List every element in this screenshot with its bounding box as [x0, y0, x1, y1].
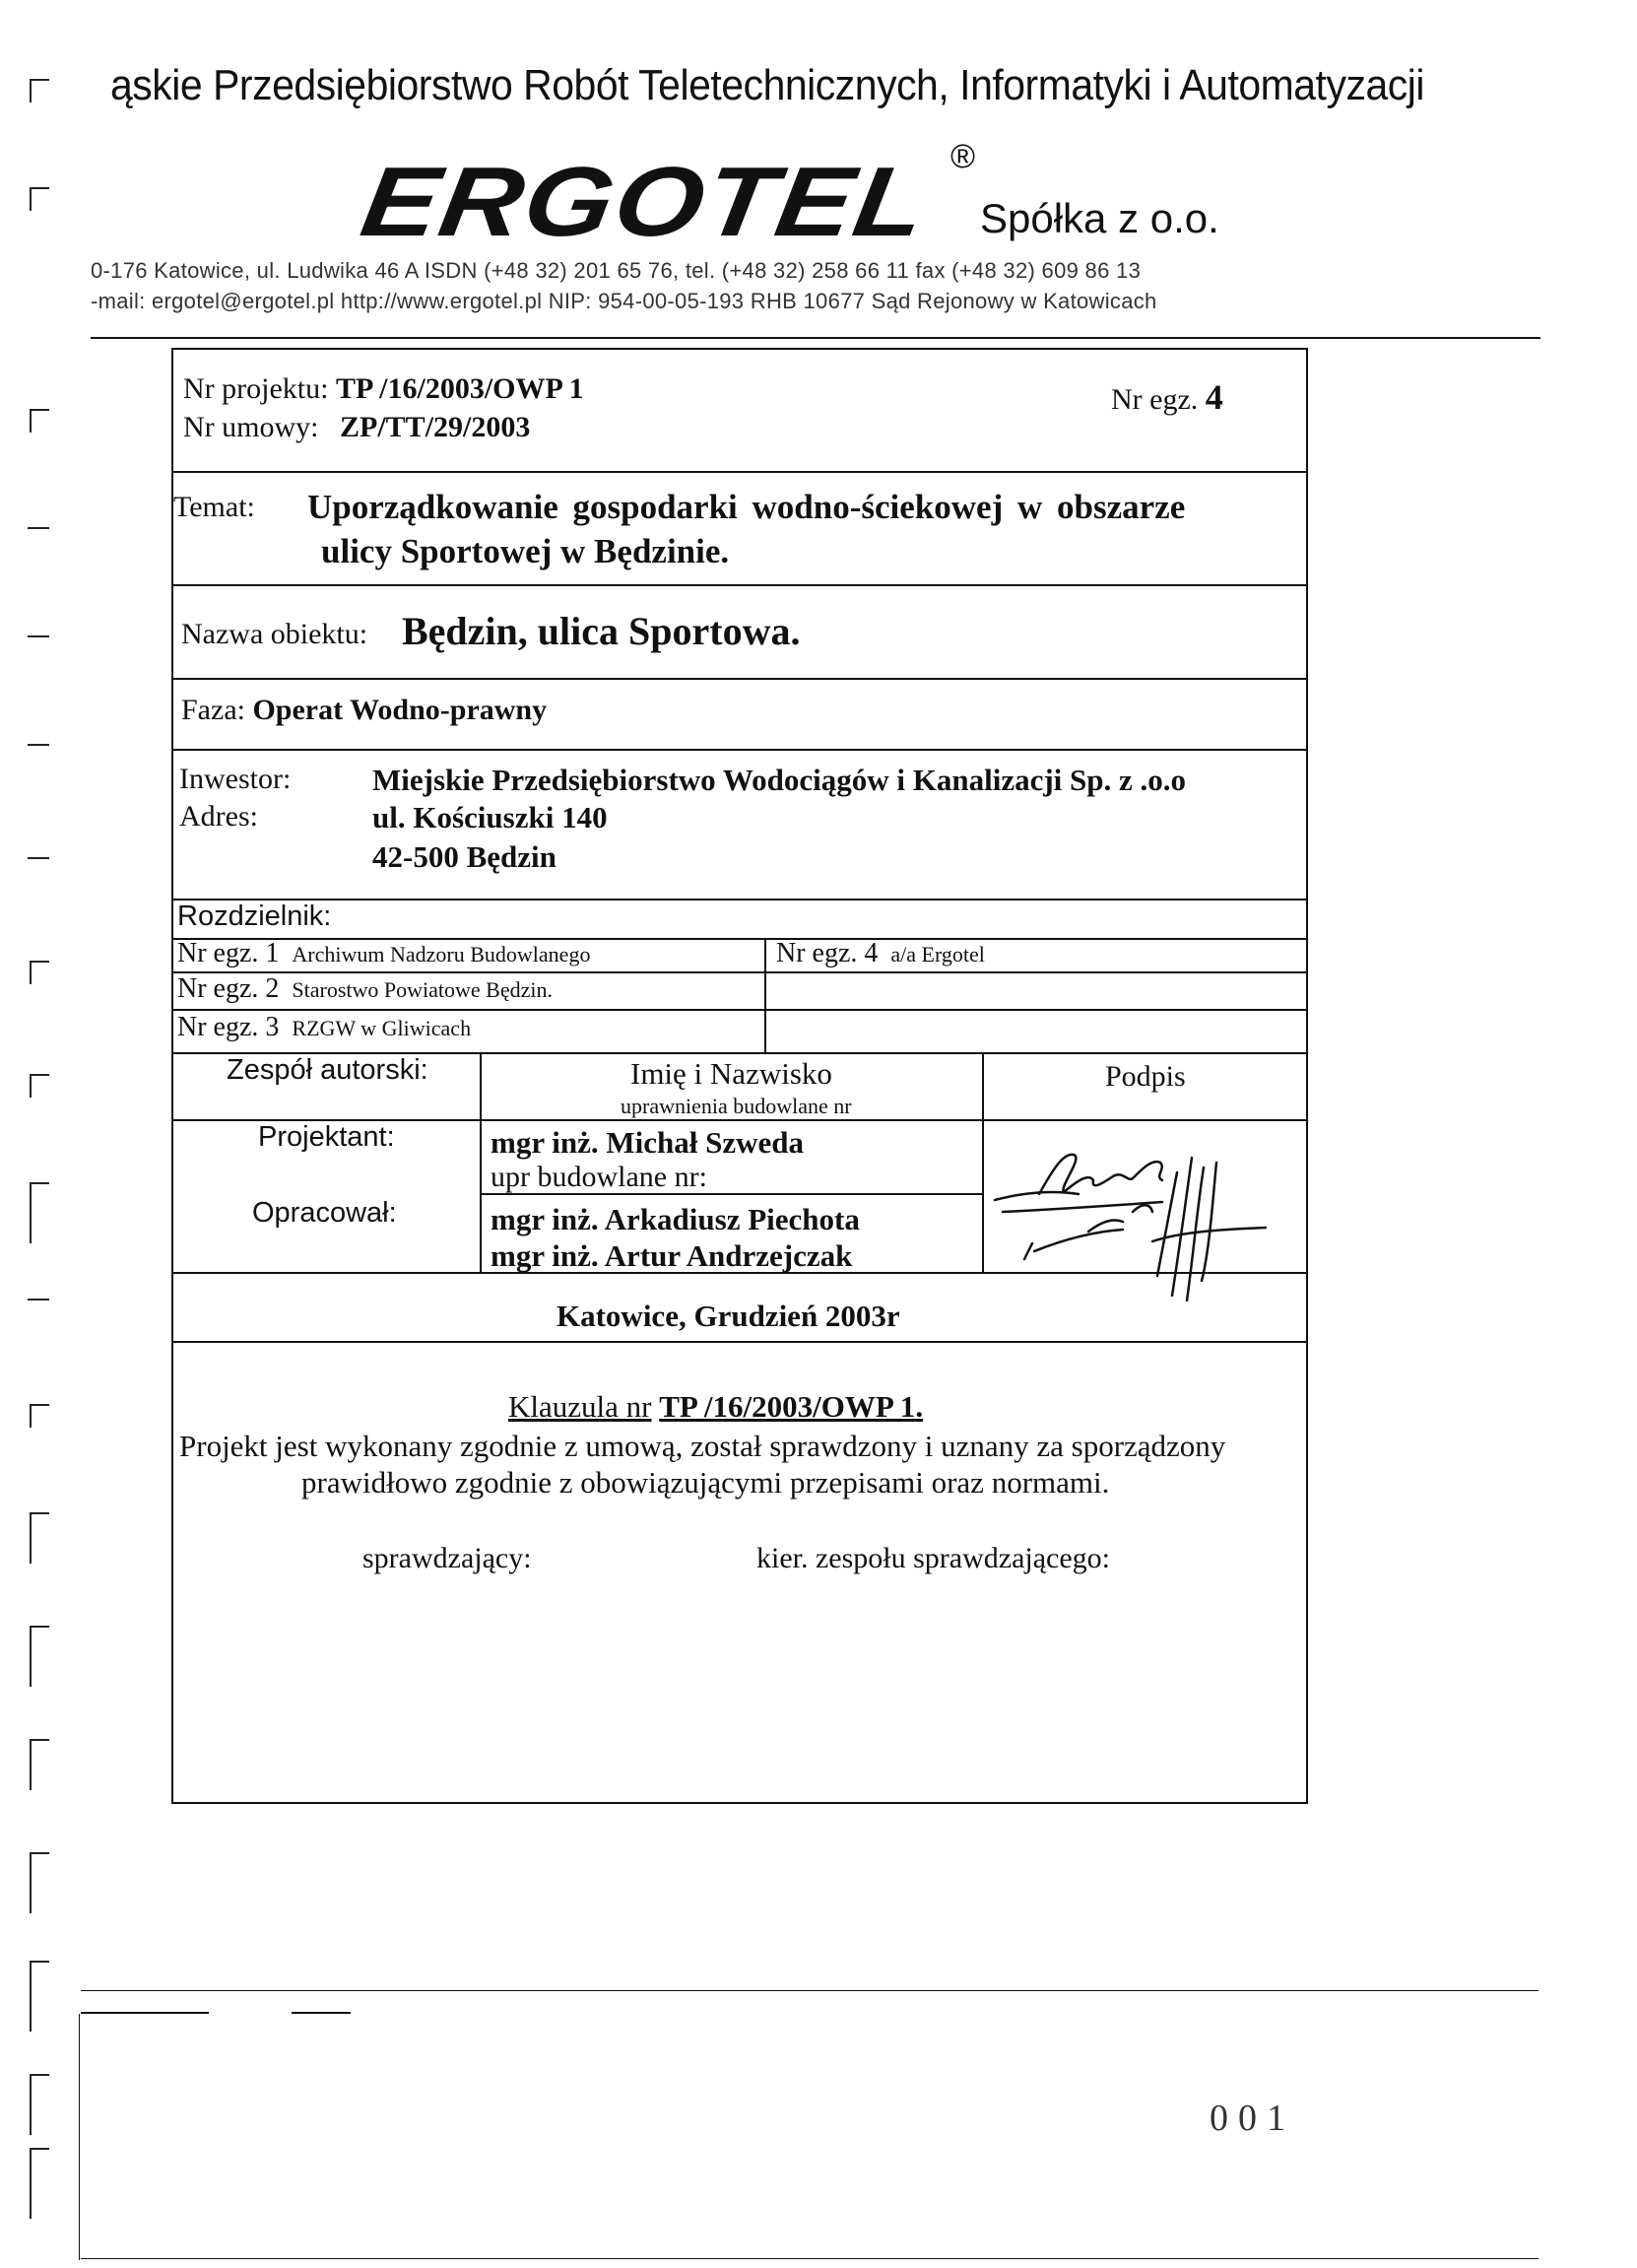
- footer-rule: [81, 1990, 1539, 1991]
- column-divider: [480, 1052, 482, 1272]
- binder-mark: [30, 2074, 49, 2135]
- prepared-by-label: Opracował:: [252, 1197, 397, 1229]
- phase-row: [181, 694, 547, 727]
- copy-number: 4: [1205, 377, 1223, 417]
- binder-mark: [28, 744, 49, 746]
- distribution-copy-no: Nr egz. 4: [776, 938, 879, 968]
- designer-license: upr budowlane nr:: [491, 1161, 707, 1193]
- binder-mark: [30, 1852, 49, 1913]
- binder-mark: [30, 1182, 49, 1243]
- investor-label: Inwestor:: [179, 763, 292, 795]
- investor-city: 42-500 Będzin: [372, 839, 557, 874]
- author-team-label: Zespół autorski:: [227, 1054, 428, 1086]
- prepared-by-name-1: mgr inż. Arkadiusz Piechota: [491, 1202, 860, 1236]
- copy-number-label: Nr egz.: [1111, 383, 1199, 416]
- binder-mark: [28, 635, 49, 637]
- company-logo: ERGOTEL: [354, 147, 936, 257]
- company-form: Spółka z o.o.: [980, 195, 1219, 241]
- row-divider: [171, 471, 1308, 473]
- subject-line-1: Uporządkowanie gospodarki wodno-ściekowej w obszarze: [307, 488, 1186, 526]
- distribution-copy-no: Nr egz. 3: [177, 1012, 280, 1042]
- distribution-recipient: Archiwum Nadzoru Budowlanego: [292, 942, 591, 967]
- project-number-label: Nr projektu:: [183, 372, 329, 405]
- copy-number-row: [1111, 376, 1223, 418]
- letterhead-rule: [91, 337, 1540, 339]
- row-divider: [171, 1341, 1308, 1343]
- clause-text-line-1: Projekt jest wykonany zgodnie z umową, został sprawdzony i uznany za sporządzony: [179, 1429, 1226, 1463]
- binder-mark: [30, 1404, 49, 1428]
- head-checker-label: kier. zespołu sprawdzającego:: [756, 1542, 1111, 1574]
- designer-label: Projektant:: [258, 1121, 395, 1153]
- company-full-name: ąskie Przedsiębiorstwo Robót Teletechnicznych, Informatyki i Automatyzacji: [110, 61, 1424, 109]
- binder-mark: [30, 1961, 49, 2032]
- object-name-label: Nazwa obiektu:: [181, 618, 368, 650]
- designer-name: mgr inż. Michał Szweda: [491, 1125, 805, 1160]
- company-contact: -mail: ergotel@ergotel.pl http://www.ergotel.pl NIP: 954-00-05-193 RHB 10677 Sąd Rejonowy w Katowicach: [91, 289, 1157, 313]
- column-divider: [982, 1052, 984, 1272]
- contract-number: ZP/TT/29/2003: [340, 411, 531, 443]
- phase-label: Faza:: [181, 694, 245, 726]
- binder-mark: [30, 1074, 49, 1098]
- clause-title-suffix: .: [915, 1389, 924, 1424]
- clause-number: TP /16/2003/OWP 1: [659, 1389, 916, 1424]
- object-name: Będzin, ulica Sportowa.: [402, 609, 801, 653]
- contract-number-row: [183, 411, 530, 444]
- registered-mark: ®: [950, 138, 976, 175]
- row-divider: [171, 678, 1308, 680]
- binder-mark: [28, 857, 49, 859]
- footer-frame: [79, 2014, 80, 2260]
- distribution-recipient: Starostwo Powiatowe Będzin.: [292, 977, 553, 1002]
- binder-mark: [30, 1626, 49, 1687]
- footer-rule: [81, 2258, 1539, 2259]
- phase-value: Operat Wodno-prawny: [252, 694, 548, 726]
- distribution-label: Rozdzielnik:: [177, 901, 332, 932]
- distribution-item: [177, 938, 590, 969]
- distribution-recipient: a/a Ergotel: [890, 942, 985, 967]
- binder-mark: [30, 961, 49, 984]
- project-number-row: [183, 372, 584, 406]
- place-and-date: Katowice, Grudzień 2003r: [557, 1299, 900, 1333]
- address-label: Adres:: [179, 800, 258, 833]
- row-divider: [171, 1009, 1308, 1011]
- column-divider: [764, 938, 766, 1052]
- subject-label: Temat:: [173, 491, 255, 523]
- project-number: TP /16/2003/OWP 1: [335, 372, 584, 405]
- license-column-subheader: uprawnienia budowlane nr: [621, 1094, 852, 1118]
- name-column-header: Imię i Nazwisko: [630, 1056, 832, 1091]
- footer-rule: [81, 2012, 209, 2014]
- investor-street: ul. Kościuszki 140: [372, 800, 608, 834]
- checker-label: sprawdzający:: [362, 1542, 532, 1574]
- binder-mark: [30, 2148, 49, 2219]
- distribution-item: [177, 1012, 471, 1043]
- contract-number-label: Nr umowy:: [183, 411, 319, 443]
- binder-mark: [30, 187, 49, 211]
- distribution-copy-no: Nr egz. 1: [177, 938, 280, 968]
- page-number: 001: [1210, 2098, 1295, 2139]
- signature-column-header: Podpis: [1105, 1060, 1186, 1093]
- investor-name: Miejskie Przedsiębiorstwo Wodociągów i Kanalizacji Sp. z .o.o: [372, 763, 1187, 797]
- distribution-copy-no: Nr egz. 2: [177, 973, 280, 1004]
- clause-title-prefix: Klauzula nr: [508, 1389, 652, 1424]
- row-divider: [171, 749, 1308, 751]
- subject-line-2: ulicy Sportowej w Będzinie.: [321, 532, 730, 570]
- handwritten-signature: [985, 1133, 1280, 1320]
- row-divider: [171, 584, 1308, 586]
- clause-text-line-2: prawidłowo zgodnie z obowiązującymi przepisami oraz normami.: [301, 1465, 1110, 1500]
- binder-mark: [30, 1512, 49, 1564]
- prepared-by-name-2: mgr inż. Artur Andrzejczak: [491, 1238, 853, 1273]
- binder-mark: [30, 409, 49, 433]
- binder-mark: [30, 1739, 49, 1790]
- distribution-item: [177, 973, 553, 1005]
- company-address: 0-176 Katowice, ul. Ludwika 46 A ISDN (+48 32) 201 65 76, tel. (+48 32) 258 66 11 fax (+48 32) 609 86 13: [91, 258, 1142, 283]
- clause-title: [508, 1389, 923, 1425]
- distribution-item: [776, 938, 985, 969]
- binder-mark: [28, 527, 49, 529]
- row-divider: [171, 899, 1308, 901]
- distribution-recipient: RZGW w Gliwicach: [292, 1016, 472, 1040]
- binder-mark: [30, 79, 49, 102]
- binder-mark: [28, 1299, 49, 1301]
- footer-rule: [292, 2012, 351, 2014]
